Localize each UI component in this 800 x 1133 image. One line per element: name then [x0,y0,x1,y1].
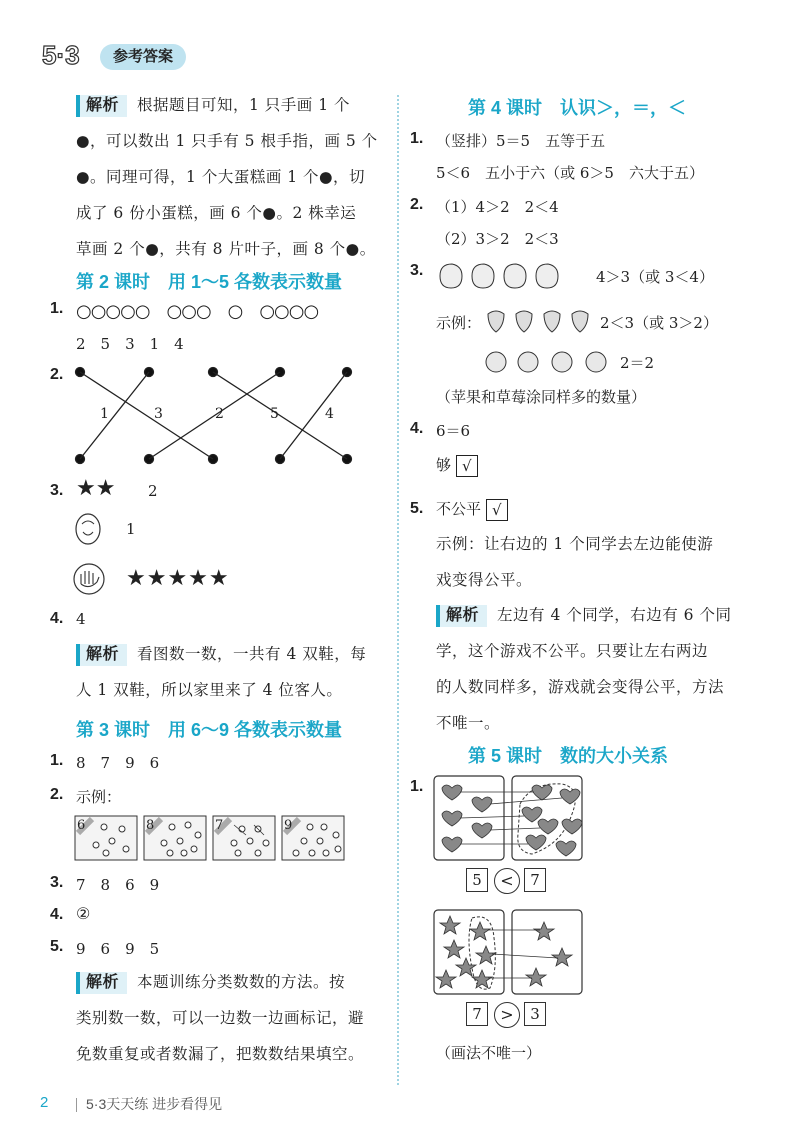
answer-badge [100,44,186,70]
footer-divider [76,1098,77,1112]
jiexi-line: 成了 6 份小蛋糕，画 6 个●。2 株幸运 [76,204,357,222]
left-jiexi1 [76,87,386,267]
logo [40,36,96,76]
l3-q5-num: 5. [50,938,64,955]
r4-q2-num: 2. [410,196,424,213]
r4-q5-text [436,526,756,598]
l2-q1-circles: ○○○○○ ○○○ ○ ○○○○ [76,301,319,322]
l2-jiexi [76,636,386,708]
page-number: 2 [40,1094,49,1111]
unfair-checkbox: √ [486,499,508,521]
apple-row [484,346,614,376]
jiexi-line: 学，这个游戏不公平。只要让左右两边 [436,642,709,660]
jiexi-line: 看图数一数，一共有 4 双鞋，每 [137,645,367,663]
jiexi-tag: 解析 [76,644,127,666]
l3-q5-val: 9 6 9 5 [76,940,160,958]
cmp2-right: 3 [524,1002,546,1026]
r4-q3-num: 3. [410,262,424,279]
r4-q3-r2: 2＜3（或 3＞2） [600,314,718,332]
l3-jiexi [76,964,386,1072]
answer-line: 戏变得公平。 [436,571,533,589]
r4-q3-r1: 4＞3（或 3＜4） [596,268,714,286]
cmp1-sign [494,868,520,894]
l2-q3-stars1: ★★ [76,476,116,501]
box-number: 8 [146,818,155,833]
l2-q2-num: 2. [50,366,64,383]
cmp1-left: 5 [466,868,488,892]
l2-q3-val2: 1 [126,520,136,538]
r4-q1-l2: 5＜6 五小于六（或 6＞5 六大于五） [436,164,704,182]
footer-series: 5·3天天练 进步看得见 [86,1096,223,1112]
r4-q3-example: 示例： [436,314,482,332]
logo-mark [40,36,96,76]
l3-q1-num: 1. [50,752,64,769]
l2-q3-stars3: ★★★★★ [126,566,230,591]
r4-q2-l1: （1）4＞2 2＜4 [436,198,559,216]
r4-q3-note: （苹果和草莓涂同样多的数量） [436,388,647,406]
cmp1-right: 7 [524,868,546,892]
r5-note: （画法不唯一） [436,1044,542,1062]
r4-q4-num: 4. [410,420,424,437]
box-number: 6 [77,818,86,833]
l3-q2-num: 2. [50,786,64,803]
lesson3-title: 第 3 课时 用 6～9 各数表示数量 [76,720,343,740]
r4-q1-l1: （竖排）5＝5 五等于五 [436,132,606,150]
jiexi-line: ●，可以数出 1 只手有 5 根手指，画 5 个 [76,132,378,150]
peach-row [436,262,566,290]
jiexi-line: 本题训练分类数数的方法。按 [137,973,346,991]
logo-text: 5·3 [42,40,80,70]
dot-boxes [74,815,349,863]
jiexi-tag: 解析 [76,972,127,994]
jiexi-line: 人 1 双鞋，所以家里来了 4 位客人。 [76,681,343,699]
jiexi-line: 不唯一。 [436,714,501,732]
l3-q4-val: ② [76,904,91,923]
r4-q2-l2: （2）3＞2 2＜3 [436,230,559,248]
jiexi-line: 左边有 4 个同学，右边有 6 个同 [497,606,732,624]
match-label: 2 [215,406,224,422]
jiexi-line: 类别数一数，可以一边数一边画标记，避 [76,1009,365,1027]
l2-q4-num: 4. [50,610,64,627]
l3-q4-num: 4. [50,906,64,923]
l3-q1-val: 8 7 9 6 [76,754,160,772]
l3-q3-num: 3. [50,874,64,891]
match-label: 1 [100,406,109,422]
r4-jiexi [436,597,756,741]
lesson5-title: 第 5 课时 数的大小关系 [468,746,669,766]
jiexi-line: 根据题目可知，1 只手画 1 个 [137,96,351,114]
l2-q4-val: 4 [76,610,86,628]
hand-icon [72,562,106,596]
jiexi-line: 的人数同样多，游戏就会变得公平，方法 [436,678,725,696]
column-divider [397,95,399,1085]
answer-line: 示例：让右边的 1 个同学去左边能使游 [436,535,714,553]
cake-icon [74,512,102,546]
badge-label: 参考答案 [112,48,173,65]
match-label: 4 [325,406,334,422]
jiexi-line: 草画 2 个●，共有 8 片叶子，画 8 个●。 [76,240,376,258]
box-number: 9 [284,818,293,833]
r4-q5-num: 5. [410,500,424,517]
lesson2-title: 第 2 课时 用 1～5 各数表示数量 [76,272,343,292]
r4-q1-num: 1. [410,130,424,147]
strawberry-row [484,306,594,334]
lesson4-title: 第 4 课时 认识＞，＝，＜ [468,98,687,118]
cmp2-sign-text: > [500,1005,514,1024]
unfair-label: 不公平 [436,500,482,518]
r4-q5-l1 [436,498,508,521]
cmp2-sign [494,1002,520,1028]
match-label: 3 [154,406,163,422]
jiexi-tag: 解析 [76,95,127,117]
l3-q3-val: 7 8 6 9 [76,876,160,894]
r4-q4-l2 [436,454,478,477]
l2-q3-val1: 2 [148,482,158,500]
jiexi-line: ●。同理可得，1 个大蛋糕画 1 个●，切 [76,168,366,186]
jiexi-tag: 解析 [436,605,487,627]
hearts-diagram [432,774,592,864]
jiexi-line: 免数重复或者数漏了，把数数结果填空。 [76,1045,365,1063]
cmp2-left: 7 [466,1002,488,1026]
match-label: 5 [270,406,279,422]
l2-q1-values: 2 5 3 1 4 [76,335,184,353]
enough-checkbox: √ [456,455,478,477]
matching-diagram [70,362,360,467]
r5-q1-num: 1. [410,778,424,795]
enough-label: 够 [436,456,452,474]
l2-q3-num: 3. [50,482,64,499]
r4-q4-l1: 6＝6 [436,422,471,440]
r4-q3-r3: 2＝2 [620,354,655,372]
cmp1-sign-text: < [500,871,514,890]
l3-q2-label: 示例： [76,788,122,806]
box-number: 7 [215,818,224,833]
stars-diagram [432,908,592,998]
l2-q1-num: 1. [50,300,64,317]
